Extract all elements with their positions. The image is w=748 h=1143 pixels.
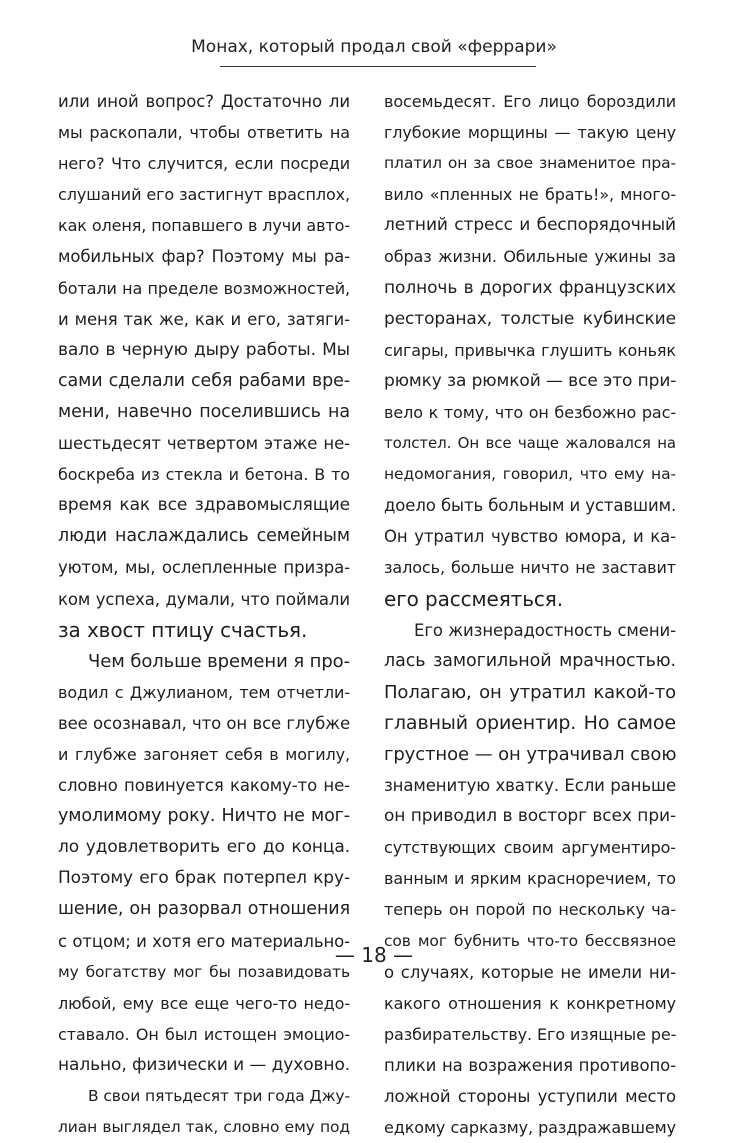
text-line: разбирательству. Его изящные ре-	[384, 1024, 676, 1044]
text-line: теперь он порой по нескольку ча-	[384, 900, 676, 920]
text-line: сигары, привычка глушить коньяк	[384, 340, 676, 360]
text-line: какого отношения к конкретному	[384, 993, 676, 1013]
text-line: вало в черную дыру работы. Мы	[58, 339, 350, 360]
text-line: вее осознавал, что он все глубже	[58, 713, 350, 733]
text-line: нально, физически и — духовно.	[58, 1054, 350, 1075]
text-line: ставало. Он был истощен эмоцио-	[58, 1024, 350, 1044]
text-line: главный ориентир. Но самое	[384, 711, 676, 734]
text-line: мобильных фар? Поэтому мы ра-	[58, 247, 350, 267]
text-line: мы раскопали, чтобы ответить на	[58, 123, 350, 143]
text-line: словно повинуется какому-то не-	[58, 776, 350, 796]
page-number: — 18 —	[334, 943, 414, 967]
text-line: он приводил в восторг всех при-	[384, 806, 676, 827]
text-line: толстел. Он все чаще жаловался на	[384, 434, 676, 453]
text-line: летний стресс и беспорядочный	[384, 215, 676, 236]
text-line: Он утратил чувство юмора, и ка-	[384, 527, 676, 547]
text-line: его рассмеяться.	[384, 586, 563, 611]
text-line: уютом, мы, ослепленные призра-	[58, 558, 350, 578]
text-line: ком успеха, думали, что поймали	[58, 589, 350, 609]
text-line: вило «пленных не брать!», много-	[384, 185, 676, 205]
text-line: слушаний его застигнут врасплох,	[58, 185, 350, 205]
text-line: шестьдесят четвертом этаже не-	[58, 434, 350, 454]
text-line: или иной вопрос? Достаточно ли	[58, 92, 350, 111]
text-line: Его жизнерадостность смени-	[414, 620, 676, 640]
text-line: Чем больше времени я про-	[88, 650, 350, 672]
text-line: ванным и ярким красноречием, то	[384, 869, 676, 889]
text-line: доело быть больным и уставшим.	[384, 496, 676, 516]
text-line: плики на возражения противопо-	[384, 1055, 676, 1075]
text-line: Поэтому его брак потерпел кру-	[58, 868, 350, 889]
text-line: недомогания, говорил, что ему на-	[384, 465, 676, 484]
text-line: люди наслаждались семейным	[58, 526, 350, 547]
text-line: и меня так же, как и его, затяги-	[58, 309, 350, 329]
text-line: грустное — он утрачивал свою	[384, 743, 676, 765]
text-line: лиан выглядел так, словно ему под	[58, 1118, 350, 1137]
text-line: мени, навечно поселившись на	[58, 401, 350, 422]
text-line: едкому сарказму, раздражавшему	[384, 1118, 676, 1138]
header-rule	[220, 66, 536, 67]
text-line: и глубже загоняет себя в могилу,	[58, 744, 350, 764]
text-line: платил он за свое знаменитое пра-	[384, 154, 676, 173]
text-line: му богатству мог бы позавидовать	[58, 962, 350, 981]
text-line: как оленя, попавшего в лучи авто-	[58, 216, 350, 236]
text-line: сами сделали себя рабами вре-	[58, 370, 350, 391]
text-line: образ жизни. Обильные ужины за	[384, 247, 676, 267]
text-line: полночь в дорогих французских	[384, 277, 676, 298]
text-line: сутствующих своим аргументиро-	[384, 838, 676, 858]
text-line: ло удовлетворить его до конца.	[58, 837, 350, 858]
text-line: Полагаю, он утратил какой-то	[384, 681, 676, 703]
text-line: В свои пятьдесят три года Джу-	[88, 1087, 350, 1105]
text-line: знаменитую хватку. Если раньше	[384, 776, 676, 796]
text-line: умолимому року. Ничто не мог-	[58, 806, 350, 827]
text-line: за хвост птицу счастья.	[58, 617, 308, 642]
text-line: с отцом; и хотя его материально-	[58, 931, 350, 951]
text-line: время как все здравомыслящие	[58, 495, 350, 516]
text-line: залось, больше ничто не заставит	[384, 558, 676, 578]
text-line: боскреба из стекла и бетона. В то	[58, 465, 350, 485]
text-line: ресторанах, толстые кубинские	[384, 308, 676, 329]
left-column	[58, 86, 350, 1143]
text-line: глубокие морщины — такую цену	[384, 123, 676, 143]
text-line: него? Что случится, если посреди	[58, 154, 350, 174]
text-line: вело к тому, что он безбожно рас-	[384, 402, 676, 422]
text-line: лась замогильной мрачностью.	[384, 650, 676, 671]
text-line: восемьдесят. Его лицо бороздили	[384, 92, 676, 111]
text-line: ложной стороны уступили место	[384, 1087, 676, 1106]
text-line: водил с Джулианом, тем отчетли-	[58, 682, 350, 702]
text-line: сов мог бубнить что-то бессвязное	[384, 931, 676, 950]
right-column	[384, 86, 676, 1143]
text-line: ботали на пределе возможностей,	[58, 278, 350, 298]
running-header: Монах, который продал свой «феррари»	[191, 37, 557, 57]
text-line: любой, ему все еще чего-то недо-	[58, 993, 350, 1013]
text-line: рюмку за рюмкой — все это при-	[384, 370, 676, 391]
text-line: о случаях, которые не имели ни-	[384, 962, 676, 982]
text-line: шение, он разорвал отношения	[58, 899, 350, 920]
